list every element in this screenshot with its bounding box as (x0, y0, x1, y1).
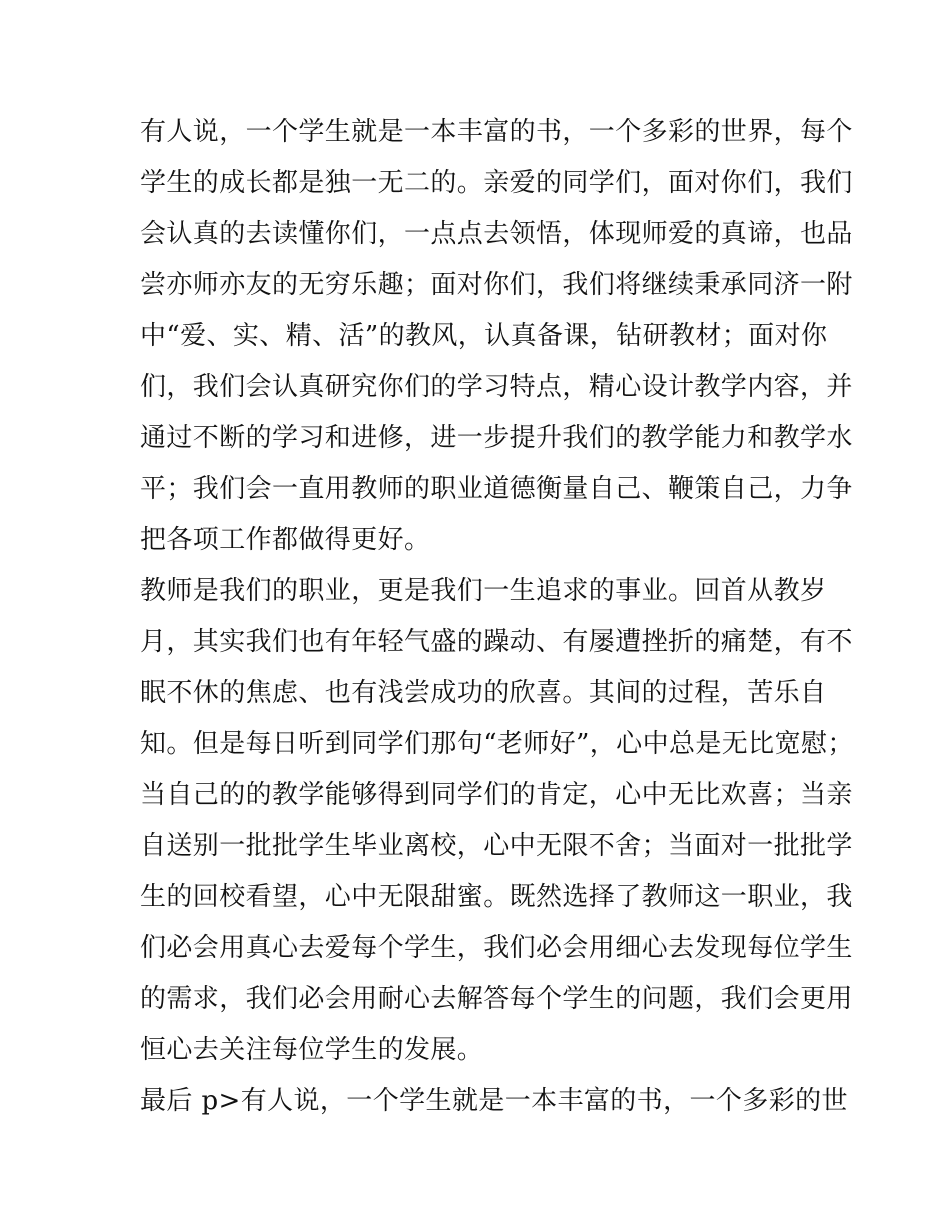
text-line: 通过不断的学习和进修，进一步提升我们的教学能力和教学水 (140, 423, 853, 453)
text-line: 教师是我们的职业，更是我们一生追求的事业。回首从教岁 (140, 576, 827, 606)
text-line: 生的回校看望，心中无限甜蜜。既然选择了教师这一职业，我 (140, 882, 853, 912)
text-line: 的需求，我们必会用耐心去解答每个学生的问题，我们会更用 (140, 984, 853, 1014)
paragraph-2 (140, 566, 854, 1076)
text-line: 尝亦师亦友的无穷乐趣；面对你们，我们将继续秉承同济一附 (140, 270, 853, 300)
text-line: 眠不休的焦虑、也有浅尝成功的欣喜。其间的过程，苦乐自 (140, 678, 827, 708)
text-line: 中“爱、实、精、活”的教风，认真备课，钻研教材；面对你 (140, 321, 828, 351)
text-line: 当自己的的教学能够得到同学们的肯定，心中无比欢喜；当亲 (140, 780, 853, 810)
paragraph-1 (140, 107, 853, 566)
text-line: 知。但是每日听到同学们那句“老师好”，心中总是无比宽慰； (140, 729, 854, 759)
text-line: 学生的成长都是独一无二的。亲爱的同学们，面对你们，我们 (140, 168, 853, 198)
text-line: 会认真的去读懂你们，一点点去领悟，体现师爱的真谛，也品 (140, 219, 853, 249)
text-line: 把各项工作都做得更好。 (140, 525, 431, 555)
text-line: 平；我们会一直用教师的职业道德衡量自己、鞭策自己，力争 (140, 474, 853, 504)
text-line: 自送别一批批学生毕业离校，心中无限不舍；当面对一批批学 (140, 831, 853, 861)
text-line: 们必会用真心去爱每个学生，我们必会用细心去发现每位学生 (140, 933, 853, 963)
text-line: 有人说，一个学生就是一本丰富的书，一个多彩的世界，每个 (140, 117, 853, 147)
text-line: 最后 p>有人说，一个学生就是一本丰富的书，一个多彩的世 (140, 1086, 848, 1116)
document-body (140, 107, 854, 1127)
text-line: 们，我们会认真研究你们的学习特点，精心设计教学内容，并 (140, 372, 853, 402)
text-line: 月，其实我们也有年轻气盛的躁动、有屡遭挫折的痛楚，有不 (140, 627, 853, 657)
paragraph-3 (140, 1076, 848, 1127)
text-line: 恒心去关注每位学生的发展。 (140, 1035, 484, 1065)
